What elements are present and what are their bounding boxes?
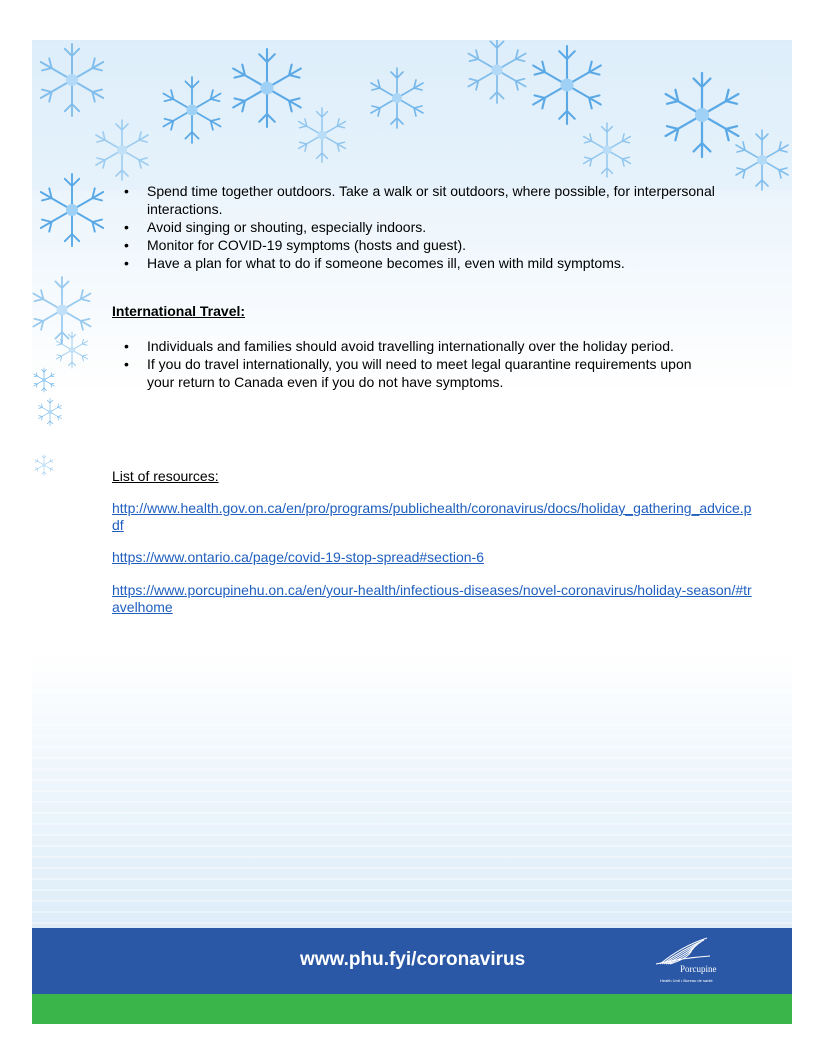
background-stripes [32,660,792,930]
list-item: • Have a plan for what to do if someone becomes ill, even with mild symptoms. [112,254,722,272]
logo-tagline: Health Unit • Bureau de santé [660,978,713,983]
resource-link[interactable]: https://www.ontario.ca/page/covid-19-stop-spread#section-6 [112,549,484,565]
travel-bullet-list [112,337,722,391]
list-item: • Individuals and families should avoid travelling internationally over the holiday period. [112,337,722,355]
list-item: • Monitor for COVID-19 symptoms (hosts and guest). [112,236,722,254]
porcupine-quills-icon [652,936,762,966]
footer-banner [32,928,792,994]
resource-link[interactable]: http://www.health.gov.on.ca/en/pro/programs/publichealth/coronavirus/docs/holiday_gathering_advice.pdf [112,500,752,533]
top-bullet-list [112,182,722,272]
resource-link[interactable]: https://www.porcupinehu.on.ca/en/your-health/infectious-diseases/novel-coronavirus/holiday-season/#travelhome [112,582,752,615]
footer-green-bar [32,994,792,1024]
list-item: • Avoid singing or shouting, especially indoors. [112,218,722,236]
porcupine-logo [652,936,762,988]
resources-label: List of resources: [112,468,219,484]
footer-url: www.phu.fyi/coronavirus [300,949,526,970]
list-item: • If you do travel internationally, you will need to meet legal quarantine requirements upon your return to Canada even if you do not have symptoms. [112,355,722,391]
section-heading: International Travel: [112,303,246,319]
document-page [32,40,792,1024]
list-item: • Spend time together outdoors. Take a walk or sit outdoors, where possible, for interpersonal interactions. [112,182,722,218]
logo-name: Porcupine [680,964,717,974]
